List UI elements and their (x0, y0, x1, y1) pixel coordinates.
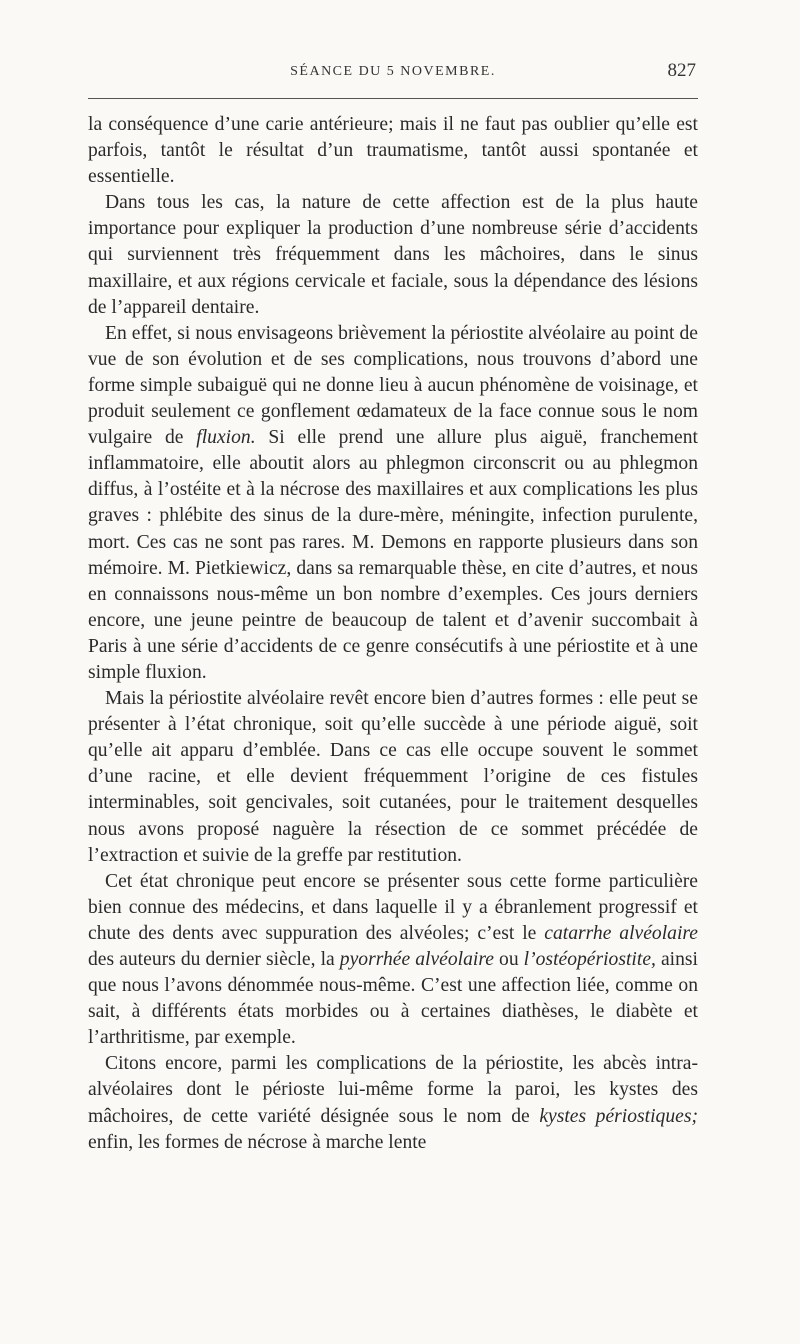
italic-term: catarrhe alvéolaire (544, 922, 698, 944)
text-run: ou (493, 949, 524, 970)
text-run: des auteurs du dernier siècle, la (88, 949, 340, 970)
paragraph (88, 112, 698, 190)
text-run: la conséquence d’une carie antérieure; mais il ne faut pas oublier qu’elle est parfois, tantôt le résultat d’un traumatisme, tantôt aussi spontanée et essentielle. (88, 114, 698, 188)
text-run: Dans tous les cas, la nature de cette affection est de la plus haute importance pour expliquer la production d’une nombreuse série d’accidents qui surviennent très fréquemment dans les mâchoires, dans le sinus maxillaire, et aux régions cervicale et faciale, sous la dépendance des lésions de l’appareil dentaire. (88, 192, 698, 318)
body-text (88, 112, 698, 1156)
text-run: enfin, les formes de nécrose à marche lente (88, 1131, 427, 1153)
italic-term: l’ostéopériostite, (523, 949, 656, 970)
paragraph (88, 1051, 698, 1155)
paragraph (88, 869, 698, 1052)
text-run: Citons encore, parmi les complications de la périostite, les abcès intra-alvéolaires dont le périoste lui-même forme la paroi, les kystes des mâchoires, de cette variété désignée sous le nom de (88, 1053, 698, 1127)
text-run: Cet état chronique peut encore se présenter sous cette forme particulière bien connue des médecins, et dans laquelle il y a ébranlement progressif et chute des dents avec suppuration des alvéoles; c’est le (88, 870, 698, 944)
italic-term: fluxion. (196, 427, 256, 449)
italic-term: kystes périostiques; (539, 1105, 698, 1127)
text-run: ainsi que nous l’avons dénommée nous-même. C’est une affection liée, comme on sait, à différents états morbides ou à certaines diathèses, le diabète et l’arthritisme, par exemple. (88, 949, 698, 1049)
running-header (88, 58, 698, 84)
paragraph (88, 321, 698, 686)
text-run: En effet, si nous envisageons brièvement la périostite alvéolaire au point de vue de son évolution et de ses complications, nous trouvons d’abord une forme simple subaiguë qui ne donne lieu à aucun phénomène de voisinage, et produit seulement ce gonflement œdamateux de la face connue sous le nom vulgaire de (88, 322, 698, 449)
paragraph (88, 190, 698, 320)
running-title: SÉANCE DU 5 NOVEMBRE. (290, 64, 496, 79)
italic-term: pyorrhée alvéolaire (339, 949, 494, 970)
page-number: 827 (667, 60, 696, 81)
paragraph (88, 686, 698, 869)
header-rule (88, 98, 698, 99)
text-run: Si elle prend une allure plus aiguë, franchement inflammatoire, elle aboutit alors au phlegmon circonscrit ou au phlegmon diffus, à l’ostéite et à la nécrose des maxillaires et aux complications les plus graves : phlébite des sinus de la dure-mère, méningite, infection purulente, mort. Ces cas ne sont pas rares. M. Demons en rapporte plusieurs dans son mémoire. M. Pietkiewicz, dans sa remarquable thèse, en cite d’autres, et nous en connaissons nous-même un bon nombre d’exemples. Ces jours derniers encore, une jeune peintre de beaucoup de talent et d’avenir succombait à Paris à une série d’accidents de ce genre consécutifs à une périostite et à une simple fluxion. (88, 427, 698, 683)
text-run: Mais la périostite alvéolaire revêt encore bien d’autres formes : elle peut se présenter à l’état chronique, soit qu’elle succède à une période aiguë, soit qu’elle ait apparu d’emblée. Dans ce cas elle occupe souvent le sommet d’une racine, et elle devient fréquemment l’origine de ces fistules interminables, soit gencivales, soit cutanées, pour le traitement desquelles nous avons proposé naguère la résection de ce sommet précédée de l’extraction et suivie de la greffe par restitution. (88, 688, 698, 866)
